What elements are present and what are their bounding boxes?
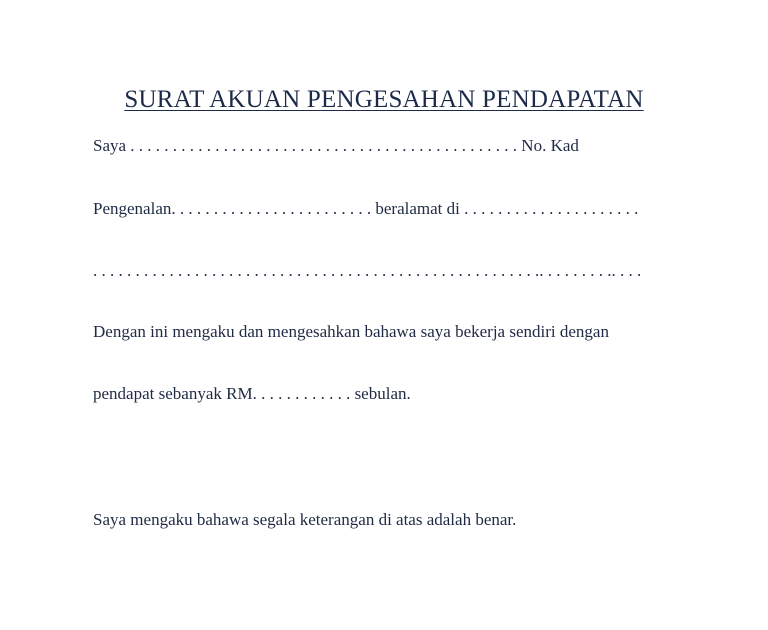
- declaration-line-name: Saya . . . . . . . . . . . . . . . . . . . . . . . . . . . . . . . . . . . . . . . . . . . . . . No. Kad: [93, 136, 579, 155]
- document-title-text: SURAT AKUAN PENGESAHAN PENDAPATAN: [124, 86, 644, 113]
- declaration-line-address-continued: . . . . . . . . . . . . . . . . . . . . . . . . . . . . . . . . . . . . . . . . . . . . . . . . . . . . .. . . . . . . . .. . . .: [93, 261, 642, 280]
- declaration-line-income: pendapat sebanyak RM. . . . . . . . . . . . sebulan.: [93, 384, 411, 403]
- declaration-line-confirmation: Saya mengaku bahawa segala keterangan di atas adalah benar.: [93, 510, 517, 529]
- declaration-line-statement: Dengan ini mengaku dan mengesahkan bahawa saya bekerja sendiri dengan: [93, 322, 609, 341]
- declaration-line-id-address: Pengenalan. . . . . . . . . . . . . . . . . . . . . . . . beralamat di . . . . . . . . . . . . . . . . . . . . .: [93, 199, 639, 218]
- document-title: [0, 86, 768, 114]
